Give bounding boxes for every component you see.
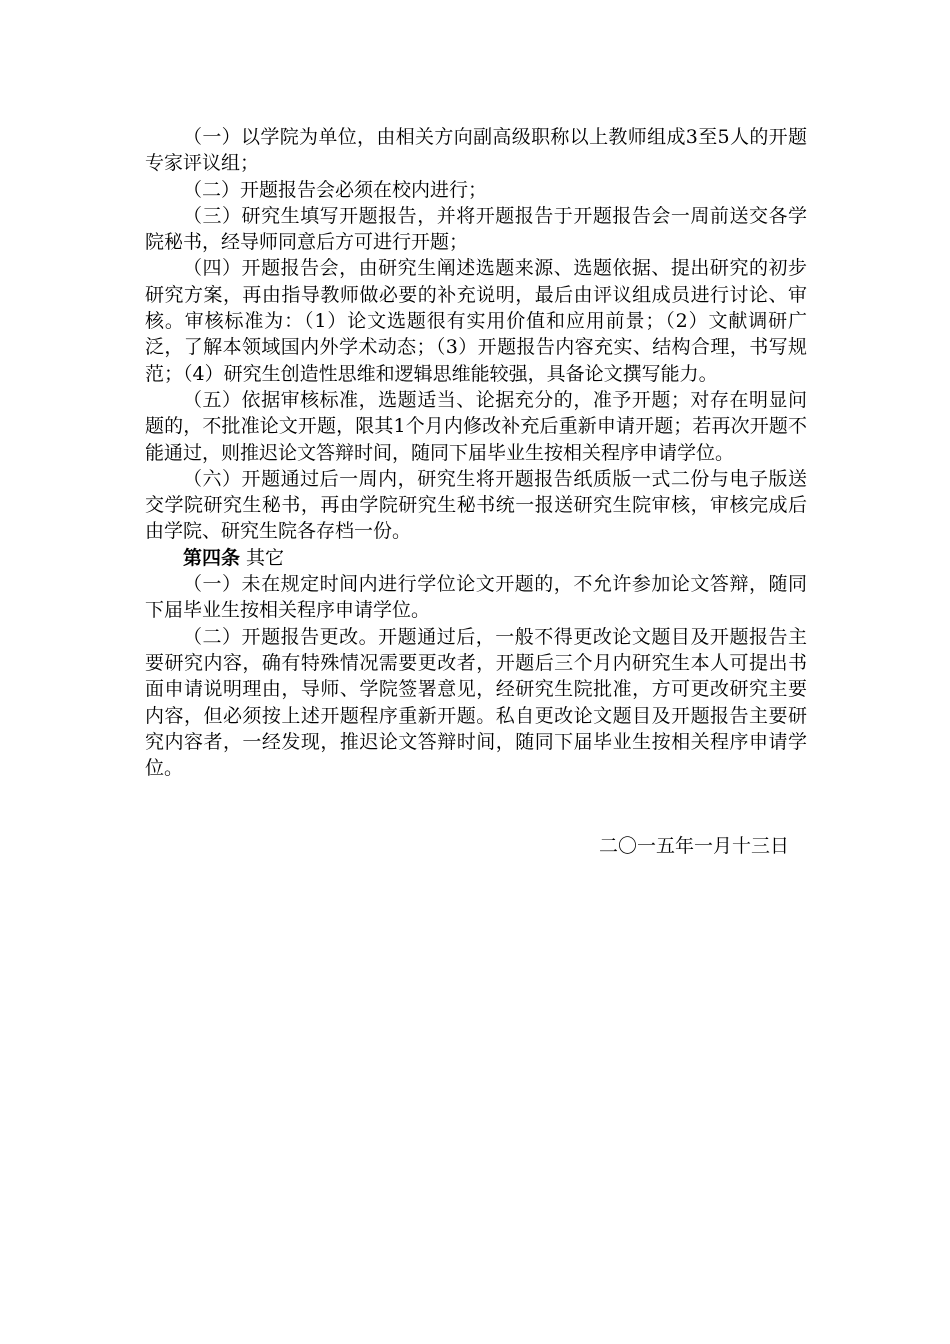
paragraph-item-3: （三）研究生填写开题报告，并将开题报告于开题报告会一周前送交各学院秘书，经导师同意后方可进行开题； [145,204,807,254]
paragraph-item-6: （六）开题通过后一周内，研究生将开题报告纸质版一式二份与电子版送交学院研究生秘书，再由学院研究生秘书统一报送研究生院审核，审核完成后由学院、研究生院各存档一份。 [145,467,807,543]
article-number: 第四条 [183,546,241,569]
document-page [145,124,807,860]
article-heading [145,545,807,571]
document-date: 二〇一五年一月十三日 [598,835,789,858]
paragraph-item-2: （二）开题报告会必须在校内进行； [183,178,488,201]
paragraph-item-4: （四）开题报告会，由研究生阐述选题来源、选题依据、提出研究的初步研究方案，再由指导教师做必要的补充说明，最后由评议组成员进行讨论、审核。审核标准为：（1）论文选题很有实用价值和应用前景；（2）文献调研广泛，了解本领域国内外学术动态；（3）开题报告内容充实、结构合理，书写规范；（4）研究生创造性思维和逻辑思维能较强，具备论文撰写能力。 [145,257,807,385]
paragraph-article4-item-1: （一）未在规定时间内进行学位论文开题的，不允许参加论文答辩，随同下届毕业生按相关程序申请学位。 [145,573,807,622]
paragraph-item-1: （一）以学院为单位，由相关方向副高级职称以上教师组成3至5人的开题专家评议组； [145,126,807,175]
paragraph-article4-item-2: （二）开题报告更改。开题通过后，一般不得更改论文题目及开题报告主要研究内容，确有特殊情况需要更改者，开题后三个月内研究生本人可提出书面申请说明理由，导师、学院签署意见，经研究生院批准，方可更改研究主要内容，但必须按上述开题程序重新开题。私自更改论文题目及开题报告主要研究内容者，一经发现，推迟论文答辩时间，随同下届毕业生按相关程序申请学位。 [145,625,807,780]
article-title: 其它 [240,546,285,569]
paragraph-item-5: （五）依据审核标准，选题适当、论据充分的，准予开题；对存在明显问题的，不批准论文开题，限其1个月内修改补充后重新申请开题；若再次开题不能通过，则推迟论文答辩时间，随同下届毕业生按相关程序申请学位。 [145,388,807,464]
